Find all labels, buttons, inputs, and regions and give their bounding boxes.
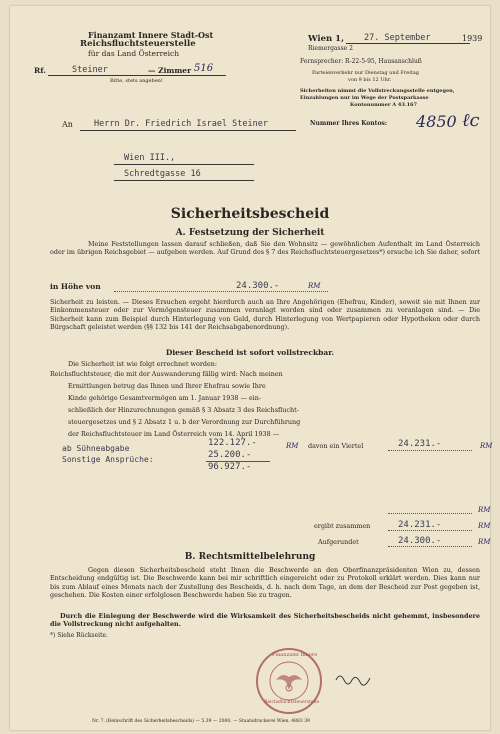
recipient-city: Wien III.,	[124, 153, 176, 163]
paragraph-3: Gegen diesen Sicherheitsbescheid steht Ihnen die Beschwerde an den Oberfinanzpräsidenten Wien zu, dessen Entscheidung endgültig ist. Die Beschwerde kann bei mir schriftlich eingereicht oder zu Protokoll erklärt werden. Dies kann nur bis zum Ablauf eines Monats nach der Zustellung des Bescheids, d. h. nach dem Tage, an dem der Bescheid zur Post gegeben ist, geschehen. Die Kosten einer erfolglosen Beschwerde haben Sie zu tragen.	[50, 566, 480, 600]
your-account-value: 4850	[416, 112, 457, 131]
city-underline	[114, 164, 254, 165]
calc-row-1-label: ab Sühneabgabe	[62, 444, 130, 453]
calc-line-1: Reichsfluchtsteuer, die mit der Auswanderung fällig wird: Nach meinen	[50, 370, 283, 378]
office-line1: Finanzamt Innere Stadt-Ost	[88, 30, 214, 40]
calc-line-3: Kinde gehörige Gesamtvermögen am 1. Januar 1938 — ein-	[68, 394, 262, 402]
office-line3: für das Land Österreich	[88, 49, 180, 58]
payments-line1: Sicherheiten nimmt die Vollstreckungsstelle entgegen,	[300, 88, 455, 94]
calc-row-1-value: 122.127.-	[208, 438, 257, 448]
rounded-line	[388, 546, 472, 547]
room-value: 516	[194, 63, 214, 74]
paragraph-4: Durch die Einlegung der Beschwerde wird die Wirksamkeit des Sicherheitsbescheids nicht gehemmt, insbesondere die Vollstreckung nicht aufgehalten.	[50, 612, 480, 629]
total-currency: RM	[478, 522, 491, 530]
recipient-street: Schredtgasse 16	[124, 169, 201, 179]
ref-note: Bitte, stets angeben!	[110, 78, 163, 84]
paragraph-2: Sicherheit zu leisten. — Dieses Ersuchen ergeht hierdurch auch an Ihre Angehörigen (Ehefrau, Kinder), soweit sie mit Ihnen zur Einkommensteuer oder zur Vermögensteuer zusammen veranlagt worden sind oder zusammen zu veranlagen sind. — Die Sicherheit kann zum Beispiel durch Hinterlegung von Geld, durch Hinterlegung von Wertpapieren oder Hypotheken oder durch Bürgschaft geleistet werden (§§ 132 bis 141 der Reichsabgabenordnung).	[50, 298, 480, 332]
quarter-text: davon ein Viertel	[308, 442, 364, 450]
amount-currency: RM	[308, 282, 321, 290]
amount-value: 24.300.-	[236, 281, 280, 291]
total-label: ergibt zusammen	[314, 522, 371, 530]
hours-line1: Parteienverkehr nur Dienstag und Freitag	[312, 70, 420, 76]
blank-line	[388, 513, 472, 514]
section-b-heading: B. Rechtsmittelbelehrung	[184, 552, 316, 562]
rounded-currency: RM	[478, 538, 491, 546]
stamp-text-top: Finanzamt Innere	[272, 652, 318, 658]
total-value: 24.231.-	[398, 520, 442, 530]
rounded-value: 24.300.-	[398, 536, 442, 546]
quarter-line	[388, 450, 472, 451]
calc-row-3-value: 96.927.-	[208, 462, 252, 472]
hours-line2: von 9 bis 12 Uhr.	[348, 77, 392, 83]
ref-label: Rf.	[34, 66, 46, 75]
paragraph-1: Meine Feststellungen lassen darauf schließen, daß Sie den Wohnsitz — gewöhnlichen Aufenthalt im Land Österreich oder im übrigen Reichsgebiet — aufgeben werden. Auf Grund des § 7 des Reichsfluchtsteuergesetzes*) ersuche ich Sie daher, sofort	[50, 240, 480, 257]
room-label: — Zimmer	[148, 66, 192, 75]
calc-row-2-label: Sonstige Ansprüche:	[62, 455, 154, 464]
enforceable-note: Dieser Bescheid ist sofort vollstreckbar.	[165, 348, 335, 357]
year: 1939	[462, 34, 483, 43]
stamp-text-bottom: Reichsfluchtsteuerstelle	[264, 700, 320, 705]
calc-line-6: der Reichsfluchtsteuer im Land Österreich vom 14. April 1938 —	[68, 430, 280, 438]
document-title: Sicherheitsbescheid	[170, 206, 330, 222]
your-account-label: Nummer Ihres Kontos:	[310, 120, 388, 127]
street: Riemergasse 2	[308, 45, 353, 52]
calc-row-2-value: 25.200.-	[208, 450, 252, 460]
section-a-heading: A. Festsetzung der Sicherheit	[175, 228, 325, 238]
quarter-value: 24.231.-	[398, 439, 442, 449]
amount-prefix: in Höhe von	[50, 282, 101, 291]
rounded-label: Aufgerundet	[318, 538, 359, 546]
amount-line	[114, 291, 328, 292]
date-underline	[346, 43, 470, 44]
an-label: An	[62, 120, 73, 129]
initials-mark: ℓc	[462, 110, 480, 131]
ref-underline	[48, 75, 226, 76]
date: 27. September	[364, 33, 431, 43]
calc-line-2: Ermittlungen betrug das Ihnen und Ihrer Ehefrau sowie Ihre	[68, 382, 266, 390]
place: Wien 1,	[308, 34, 345, 44]
calc-line-5: steuergesetzes und § 2 Absatz 1 u. b der Verordnung zur Durchführung	[68, 418, 301, 426]
document-page	[10, 6, 493, 730]
street-underline	[114, 180, 254, 181]
ref-value: Steiner	[72, 65, 108, 75]
phone: Fernsprecher: R-22-5-95, Hausanschluß	[300, 58, 422, 65]
calc-row-1-currency: RM	[286, 442, 299, 450]
calc-intro: Die Sicherheit ist wie folgt errechnet worden:	[68, 360, 218, 368]
total-currency-head: RM	[478, 506, 491, 514]
recipient-name: Herrn Dr. Friedrich Israel Steiner	[94, 119, 268, 129]
account: Kontonummer A 43.167	[350, 102, 418, 108]
total-line	[388, 530, 472, 531]
recipient-underline	[80, 130, 296, 131]
signature-icon	[334, 668, 374, 690]
office-line2: Reichsfluchtsteuerstelle	[80, 39, 196, 49]
form-footer: Nr. 7. (Reinschrift des Sicherheitsbescheids) — 5.39 — 2000. — Staatsdruckerei Wien. 4883 39	[92, 719, 310, 724]
calc-line-4: schließlich der Hinzurechnungen gemäß § 3 Absatz 3 des Reichsflucht-	[68, 406, 299, 414]
footnote: *) Siehe Rückseite.	[50, 632, 108, 639]
quarter-currency: RM	[480, 442, 493, 450]
payments-line2: Einzahlungen nur im Wege der Postsparkasse	[300, 95, 429, 101]
